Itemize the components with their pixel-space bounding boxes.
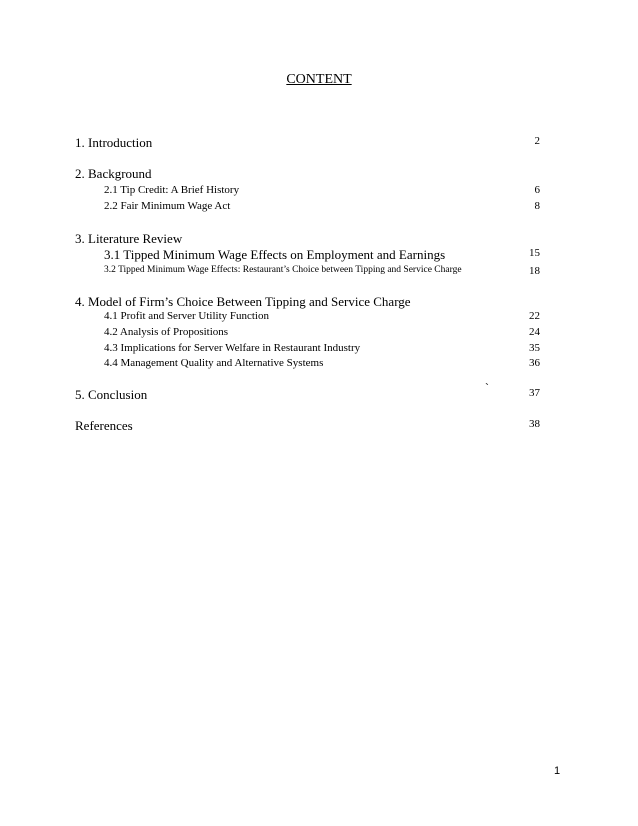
toc-entry-label: 3. Literature Review [75,231,183,246]
toc-entry-label: 2.1 Tip Credit: A Brief History [104,184,240,196]
toc-entry-page: 37 [529,387,540,399]
toc-entry-label: References [75,418,133,433]
toc-entry-references [0,418,638,436]
toc-entry-label: 4. Model of Firm’s Choice Between Tipping and Service Charge [75,294,411,309]
toc-entry-label: 4.1 Profit and Server Utility Function [104,310,269,322]
page-number: 1 [554,765,561,777]
toc-entry-label: 4.2 Analysis of Propositions [104,326,229,338]
toc-entry-page: 18 [529,265,540,277]
toc-entry-employment-earnings [0,247,638,265]
toc-entry-page: 38 [529,418,540,430]
toc-entry-label: 4.3 Implications for Server Welfare in Restaurant Industry [104,342,361,354]
toc-entry-conclusion [0,387,638,405]
toc-entry-tipping-service-charge [0,265,638,283]
toc-entry-background [0,166,638,184]
toc-entry-label: 1. Introduction [75,135,153,150]
toc-entry-page: 22 [529,310,540,322]
stray-mark: ` [485,381,489,395]
toc-entry-label: 4.4 Management Quality and Alternative Systems [104,357,324,369]
toc-entry-fair-minimum-wage-act [0,200,638,218]
toc-entry-management-quality [0,357,638,375]
toc-entry-page: 24 [529,326,540,338]
toc-entry-page: 15 [529,247,540,259]
toc-entry-label: 5. Conclusion [75,387,148,402]
toc-entry-page: 2 [534,135,540,147]
toc-entry-page: 6 [534,184,540,196]
toc-entry-label: 2.2 Fair Minimum Wage Act [104,200,231,212]
toc-entry-page: 36 [529,357,540,369]
toc-entry-page: 35 [529,342,540,354]
toc-entry-label: 3.1 Tipped Minimum Wage Effects on Employment and Earnings [104,247,446,262]
page-title: CONTENT [286,72,352,87]
toc-entry-introduction [0,135,638,153]
toc-entry-label: 2. Background [75,166,152,181]
toc-entry-label: 3.2 Tipped Minimum Wage Effects: Restaurant’s Choice between Tipping and Service Charge [104,265,462,275]
toc-entry-page: 8 [534,200,540,212]
